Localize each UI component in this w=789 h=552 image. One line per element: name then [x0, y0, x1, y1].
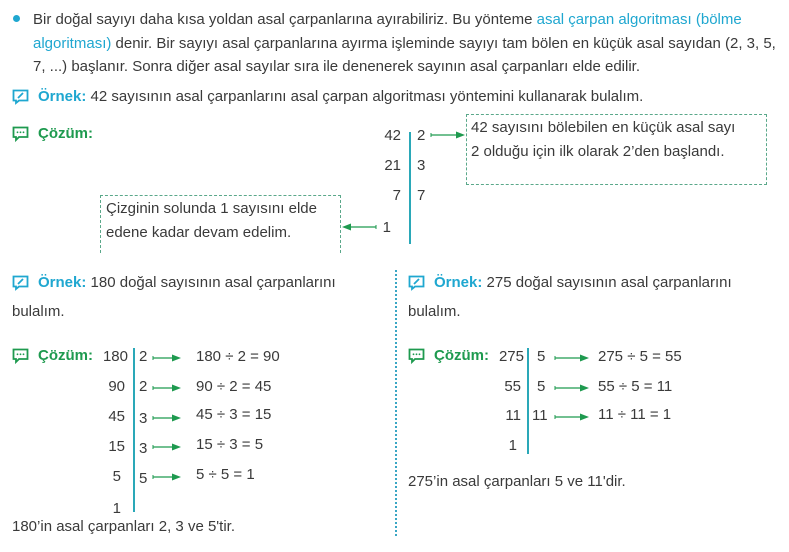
divisor: 2 [417, 127, 426, 144]
division-result: 5 ÷ 5 = 1 [196, 466, 255, 483]
speech-bubble-icon [408, 348, 425, 363]
example3-conclusion: 275’in asal çarpanları 5 ve 11'dir. [408, 473, 626, 490]
dividend: 275 [498, 348, 524, 365]
example1-solution-label: Çözüm: [38, 125, 93, 142]
arrow-right-icon [554, 353, 590, 363]
divisor: 3 [139, 410, 148, 427]
dividend: 180 [102, 348, 128, 365]
example1-header [38, 88, 643, 105]
dividend: 11 [505, 407, 521, 424]
edit-note-icon [12, 275, 29, 290]
note-left-line2: edene kadar devam edelim. [106, 224, 292, 241]
column-divider [395, 270, 397, 536]
dividend: 1 [112, 500, 121, 517]
division-line [133, 348, 135, 512]
dividend: 21 [384, 157, 401, 174]
intro-text-1: Bir doğal sayıyı daha kısa yoldan asal çarpanlarına ayırabiliriz. Bu yönteme [33, 11, 537, 28]
note-left-line1: Çizginin solunda 1 sayısını elde [106, 200, 317, 217]
division-result: 11 ÷ 11 = 1 [598, 406, 672, 423]
example2-header [38, 274, 336, 291]
dividend: 55 [504, 378, 521, 395]
divisor: 11 [532, 407, 548, 424]
arrow-right-icon [152, 353, 182, 363]
division-result: 45 ÷ 3 = 15 [196, 406, 272, 423]
arrow-right-icon [430, 130, 466, 140]
divisor: 2 [139, 348, 148, 365]
intro-text-2: denir. Bir sayıyı asal çarpanlarına ayırma işleminde sayıyı tam bölen en küçük asal sayıdan (2, 3, 5, 7, ...) başlanır. Sonra diğer asal sayılar sıra ile denenerek sayının asal çarpanları elde edilir. [33, 34, 776, 75]
arrow-right-icon [554, 412, 590, 422]
divisor: 7 [417, 187, 426, 204]
note-right-line1: 42 sayısını bölebilen en küçük asal sayı [471, 119, 736, 136]
dividend: 5 [112, 468, 121, 485]
division-result: 275 ÷ 5 = 55 [598, 348, 682, 365]
example3-label: Örnek: [434, 274, 483, 291]
bullet-icon [13, 15, 20, 22]
example2-text-line2: bulalım. [12, 303, 65, 320]
intro-highlight: asal çarpan algoritması (bölme algoritması) [33, 11, 742, 52]
divisor: 5 [139, 470, 148, 487]
example3-text: 275 doğal sayısının asal çarpanlarını [482, 274, 732, 291]
example3-header [434, 274, 732, 291]
edit-note-icon [12, 89, 29, 104]
dividend: 1 [508, 437, 517, 454]
dividend: 15 [108, 438, 125, 455]
dividend: 1 [382, 219, 391, 236]
intro-paragraph [33, 8, 778, 79]
arrow-right-icon [152, 442, 182, 452]
division-line [409, 132, 411, 244]
division-line [527, 348, 529, 454]
example3-solution-label: Çözüm: [434, 347, 489, 364]
example1-text: 42 sayısının asal çarpanlarını asal çarpan algoritması yöntemini kullanarak bulalım. [86, 88, 644, 105]
example2-conclusion: 180’in asal çarpanları 2, 3 ve 5'tir. [12, 518, 235, 535]
speech-bubble-icon [12, 126, 29, 141]
division-result: 55 ÷ 5 = 11 [598, 378, 673, 395]
arrow-right-icon [152, 413, 182, 423]
example3-text-line2: bulalım. [408, 303, 461, 320]
dividend: 45 [108, 408, 125, 425]
arrow-right-icon [554, 383, 590, 393]
divisor: 5 [537, 378, 546, 395]
note-right-line2: 2 olduğu için ilk olarak 2’den başlandı. [471, 143, 725, 160]
speech-bubble-icon [12, 348, 29, 363]
arrow-right-icon [152, 383, 182, 393]
division-result: 90 ÷ 2 = 45 [196, 378, 272, 395]
example2-label: Örnek: [38, 274, 87, 291]
example1-label: Örnek: [38, 88, 87, 105]
divisor: 5 [537, 348, 546, 365]
example2-solution-label: Çözüm: [38, 347, 93, 364]
dividend: 42 [384, 127, 401, 144]
divisor: 2 [139, 378, 148, 395]
division-result: 15 ÷ 3 = 5 [196, 436, 264, 453]
division-result: 180 ÷ 2 = 90 [196, 348, 280, 365]
divisor: 3 [417, 157, 426, 174]
dividend: 7 [392, 187, 401, 204]
dividend: 90 [108, 378, 125, 395]
divisor: 3 [139, 440, 148, 457]
edit-note-icon [408, 275, 425, 290]
example2-text: 180 doğal sayısının asal çarpanlarını [86, 274, 336, 291]
arrow-left-icon [341, 222, 377, 232]
arrow-right-icon [152, 472, 182, 482]
